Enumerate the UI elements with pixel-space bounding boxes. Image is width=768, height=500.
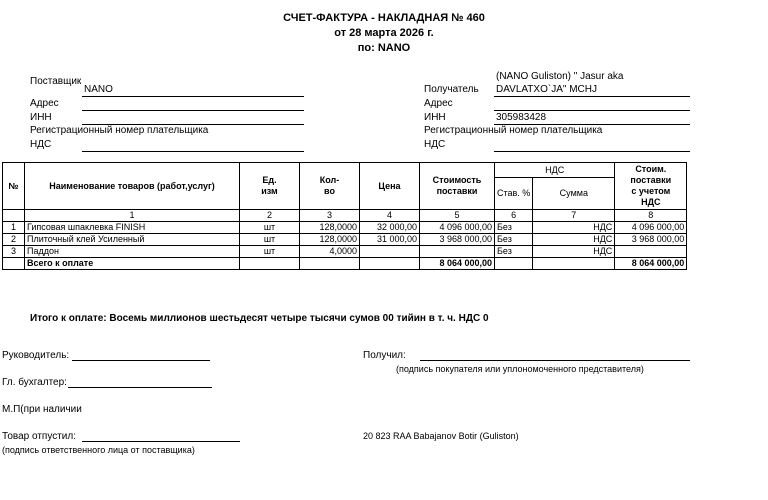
- total-label: Всего к оплате: [25, 258, 240, 270]
- row-price: [360, 246, 420, 258]
- document-date: от 28 марта 2026 г.: [334, 27, 434, 39]
- recipient-label: Получатель: [424, 84, 479, 95]
- total-empty: [300, 258, 360, 270]
- row-total: 4 096 000,00: [615, 222, 687, 234]
- header-total-3: с учетом: [631, 186, 671, 196]
- released-note: (подпись ответственного лица от поставщика): [2, 445, 195, 455]
- amount-in-words: Итого к оплате: Восемь миллионов шестьдесят четыре тысячи сумов 00 тийин в т. ч. НДС 0: [30, 313, 489, 324]
- row-vat-rate: Без: [495, 246, 533, 258]
- row-price: 32 000,00: [360, 222, 420, 234]
- supplier-line: [82, 96, 304, 97]
- row-no: 1: [3, 222, 25, 234]
- row-cost: 3 968 000,00: [420, 234, 495, 246]
- header-cost-2: поставки: [436, 186, 478, 196]
- recipient-address-label: Адрес: [424, 98, 453, 109]
- row-no: 2: [3, 234, 25, 246]
- director-sign-line: [72, 360, 210, 361]
- supplier-reg-label: Регистрационный номер плательщика: [30, 125, 209, 136]
- document-to: по: NANO: [357, 42, 411, 54]
- row-price: 31 000,00: [360, 234, 420, 246]
- recipient-value: DAVLATXO`JA" MCHJ: [496, 84, 597, 95]
- accountant-sign-line: [68, 387, 212, 388]
- table-row: [3, 246, 687, 258]
- row-qty: 4,0000: [300, 246, 360, 258]
- header-unit-1: Ед.: [262, 175, 277, 185]
- col-number: 3: [300, 210, 360, 222]
- header-qty: [300, 163, 360, 210]
- invoice-table: [2, 162, 687, 270]
- row-name: Гипсовая шпаклевка FINISH: [25, 222, 240, 234]
- header-cost: [420, 163, 495, 210]
- header-qty-2: во: [324, 186, 335, 196]
- row-total: 3 968 000,00: [615, 234, 687, 246]
- row-qty: 128,0000: [300, 222, 360, 234]
- row-cost: 4 096 000,00: [420, 222, 495, 234]
- total-empty: [240, 258, 300, 270]
- supplier-vat-label: НДС: [30, 139, 52, 150]
- row-no: 3: [3, 246, 25, 258]
- header-qty-1: Кол-: [319, 175, 340, 185]
- total-empty: [533, 258, 615, 270]
- total-no: [3, 258, 25, 270]
- accountant-label: Гл. бухгалтер:: [2, 377, 67, 388]
- header-total: [615, 163, 687, 210]
- supplier-vat-line: [82, 151, 304, 152]
- received-sign-line: [420, 360, 690, 361]
- received-label: Получил:: [363, 350, 406, 361]
- header-vat: НДС: [495, 163, 615, 178]
- row-qty: 128,0000: [300, 234, 360, 246]
- row-name: Плиточный клей Усиленный: [25, 234, 240, 246]
- row-unit: шт: [240, 246, 300, 258]
- recipient-vat-label: НДС: [424, 139, 446, 150]
- supplier-address-line: [82, 110, 304, 111]
- total-empty: [495, 258, 533, 270]
- col-number: 5: [420, 210, 495, 222]
- column-number-row: [3, 210, 687, 222]
- row-vat-rate: Без: [495, 234, 533, 246]
- col-number: 8: [615, 210, 687, 222]
- proxy-info: 20 823 RAA Babajanov Botir (Guliston): [363, 431, 519, 441]
- stamp-label: М.П(при наличии: [2, 404, 82, 415]
- total-row: [3, 258, 687, 270]
- recipient-vat-line: [494, 151, 690, 152]
- supplier-inn-label: ИНН: [30, 112, 52, 123]
- row-vat-sum: НДС: [533, 246, 615, 258]
- header-vat-rate: Став. %: [495, 178, 533, 210]
- row-vat-sum: НДС: [533, 222, 615, 234]
- row-vat-sum: НДС: [533, 234, 615, 246]
- total-empty: [360, 258, 420, 270]
- recipient-inn-value: 305983428: [496, 112, 547, 123]
- table-row: [3, 222, 687, 234]
- director-label: Руководитель:: [2, 350, 70, 361]
- header-unit: [240, 163, 300, 210]
- table-row: [3, 234, 687, 246]
- released-label: Товар отпустил:: [2, 431, 76, 442]
- row-name: Паддон: [25, 246, 240, 258]
- col-number: [3, 210, 25, 222]
- recipient-value-line1: (NANO Guliston) " Jasur aka: [496, 71, 624, 82]
- header-total-2: поставки: [630, 175, 672, 185]
- received-note: (подпись покупателя или уплономоченного представителя): [396, 364, 644, 374]
- header-total-4: НДС: [641, 197, 661, 207]
- recipient-reg-label: Регистрационный номер плательщика: [424, 125, 603, 136]
- row-unit: шт: [240, 222, 300, 234]
- row-unit: шт: [240, 234, 300, 246]
- supplier-address-label: Адрес: [30, 98, 59, 109]
- row-vat-rate: Без: [495, 222, 533, 234]
- supplier-value: NANO: [84, 84, 113, 95]
- supplier-label: Поставщик: [30, 76, 82, 87]
- released-sign-line: [82, 441, 240, 442]
- col-number: 6: [495, 210, 533, 222]
- total-sum: 8 064 000,00: [615, 258, 687, 270]
- header-unit-2: изм: [261, 186, 278, 196]
- header-price: Цена: [360, 163, 420, 210]
- row-cost: [420, 246, 495, 258]
- row-total: [615, 246, 687, 258]
- header-cost-1: Стоимость: [432, 175, 482, 185]
- col-number: 7: [533, 210, 615, 222]
- document-title: СЧЕТ-ФАКТУРА - НАКЛАДНАЯ № 460: [283, 12, 485, 24]
- header-name: Наименование товаров (работ,услуг): [25, 163, 240, 210]
- header-vat-sum: Сумма: [533, 178, 615, 210]
- header-no: №: [3, 163, 25, 210]
- col-number: 1: [25, 210, 240, 222]
- col-number: 4: [360, 210, 420, 222]
- recipient-line: [494, 96, 690, 97]
- total-cost: 8 064 000,00: [420, 258, 495, 270]
- recipient-inn-label: ИНН: [424, 112, 446, 123]
- col-number: 2: [240, 210, 300, 222]
- table-header-row: [3, 163, 687, 178]
- header-total-1: Стоим.: [635, 164, 667, 174]
- recipient-address-line: [494, 110, 690, 111]
